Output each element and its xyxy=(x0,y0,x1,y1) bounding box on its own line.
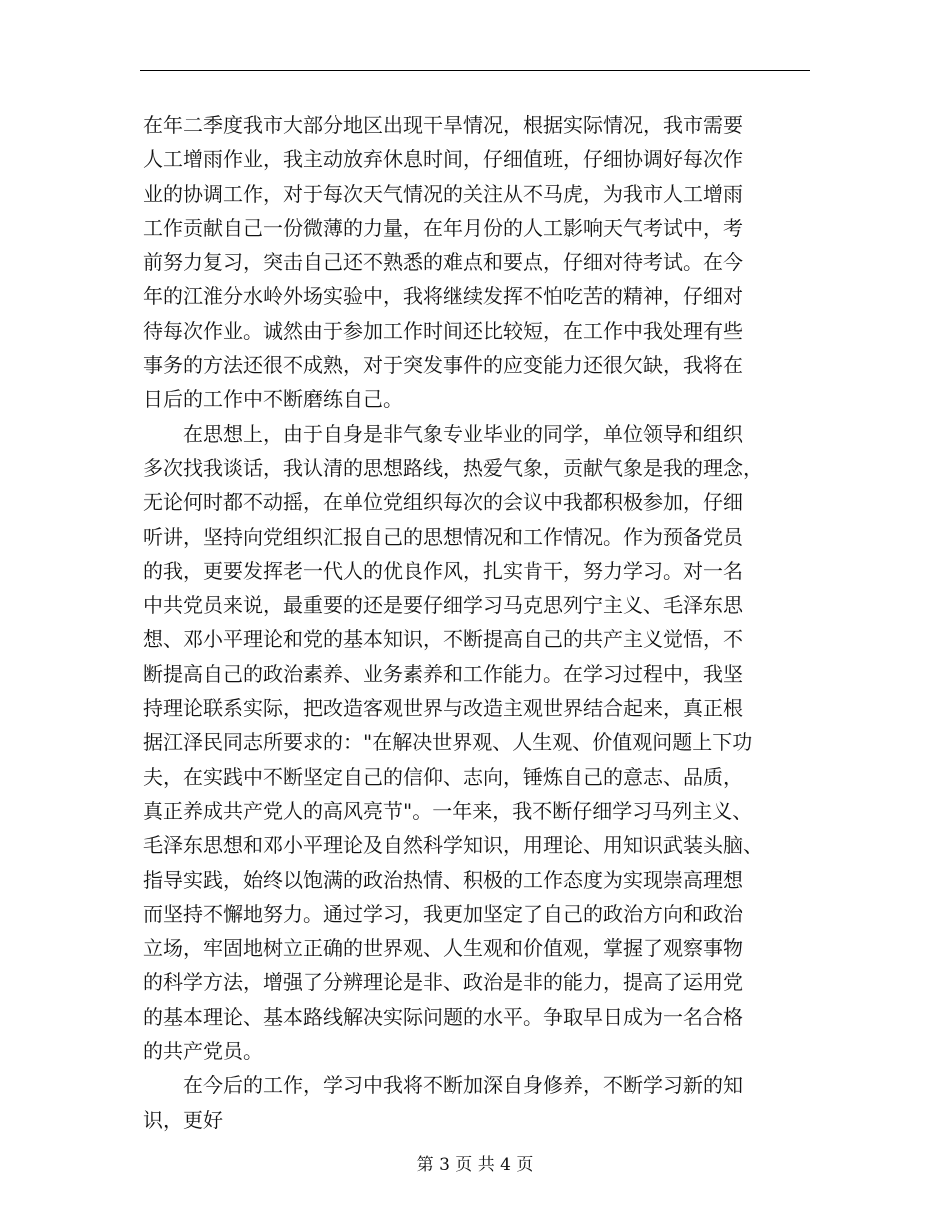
text-line: 毛泽东思想和邓小平理论及自然科学知识，用理论、用知识武装头脑、 xyxy=(143,833,763,858)
text-line: 的我，更要发挥老一代人的优良作风，扎实肯干，努力学习。对一名 xyxy=(143,558,743,583)
text-line: 据江泽民同志所要求的："在解决世界观、人生观、价值观问题上下功 xyxy=(143,730,753,755)
text-line: 多次找我谈话，我认清的思想路线，热爱气象，贡献气象是我的理念， xyxy=(143,455,763,480)
text-line: 持理论联系实际，把改造客观世界与改造主观世界结合起来，真正根 xyxy=(143,696,743,721)
text-line: 的科学方法，增强了分辨理论是非、政治是非的能力，提高了运用党 xyxy=(143,970,743,995)
text-line: 的基本理论、基本路线解决实际问题的水平。争取早日成为一名合格 xyxy=(143,1004,743,1029)
text-line: 立场，牢固地树立正确的世界观、人生观和价值观，掌握了观察事物 xyxy=(143,936,743,961)
text-line: 断提高自己的政治素养、业务素养和工作能力。在学习过程中，我坚 xyxy=(143,661,743,686)
text-line: 待每次作业。诚然由于参加工作时间还比较短，在工作中我处理有些 xyxy=(143,318,743,343)
text-line: 识，更好 xyxy=(143,1107,223,1132)
text-line: 年的江淮分水岭外场实验中，我将继续发挥不怕吃苦的精神，仔细对 xyxy=(143,284,743,309)
text-line: 想、邓小平理论和党的基本知识，不断提高自己的共产主义觉悟，不 xyxy=(143,627,743,652)
text-line: 的共产党员。 xyxy=(143,1039,263,1064)
text-line: 而坚持不懈地努力。通过学习，我更加坚定了自己的政治方向和政治 xyxy=(143,901,743,926)
text-line: 事务的方法还很不成熟，对于突发事件的应变能力还很欠缺，我将在 xyxy=(143,353,743,378)
text-line: 前努力复习，突击自己还不熟悉的难点和要点，仔细对待考试。在今 xyxy=(143,250,743,275)
text-line: 工作贡献自己一份微薄的力量，在年月份的人工影响天气考试中，考 xyxy=(143,215,743,240)
text-line: 日后的工作中不断磨练自己。 xyxy=(143,387,403,412)
text-line: 听讲，坚持向党组织汇报自己的思想情况和工作情况。作为预备党员 xyxy=(143,524,743,549)
text-line: 人工增雨作业，我主动放弃休息时间，仔细值班，仔细协调好每次作 xyxy=(143,147,743,172)
header-rule xyxy=(140,70,810,71)
page-number-footer: 第 3 页 共 4 页 xyxy=(416,1155,534,1175)
text-line: 在思想上，由于自身是非气象专业毕业的同学，单位领导和组织 xyxy=(143,421,743,446)
text-line: 在今后的工作，学习中我将不断加深自身修养，不断学习新的知 xyxy=(143,1073,743,1098)
text-line: 夫，在实践中不断坚定自己的信仰、志向，锤炼自己的意志、品质， xyxy=(143,764,743,789)
text-line: 指导实践，始终以饱满的政治热情、积极的工作态度为实现崇高理想 xyxy=(143,867,743,892)
text-line: 无论何时都不动摇，在单位党组织每次的会议中我都积极参加，仔细 xyxy=(143,490,743,515)
body-text xyxy=(143,108,803,1137)
text-line: 在年二季度我市大部分地区出现干旱情况，根据实际情况，我市需要 xyxy=(143,113,743,137)
text-line: 业的协调工作，对于每次天气情况的关注从不马虎，为我市人工增雨 xyxy=(143,181,743,206)
text-line: 真正养成共产党人的高风亮节"。一年来，我不断仔细学习马列主义、 xyxy=(143,798,753,823)
text-line: 中共党员来说，最重要的还是要仔细学习马克思列宁主义、毛泽东思 xyxy=(143,593,743,618)
